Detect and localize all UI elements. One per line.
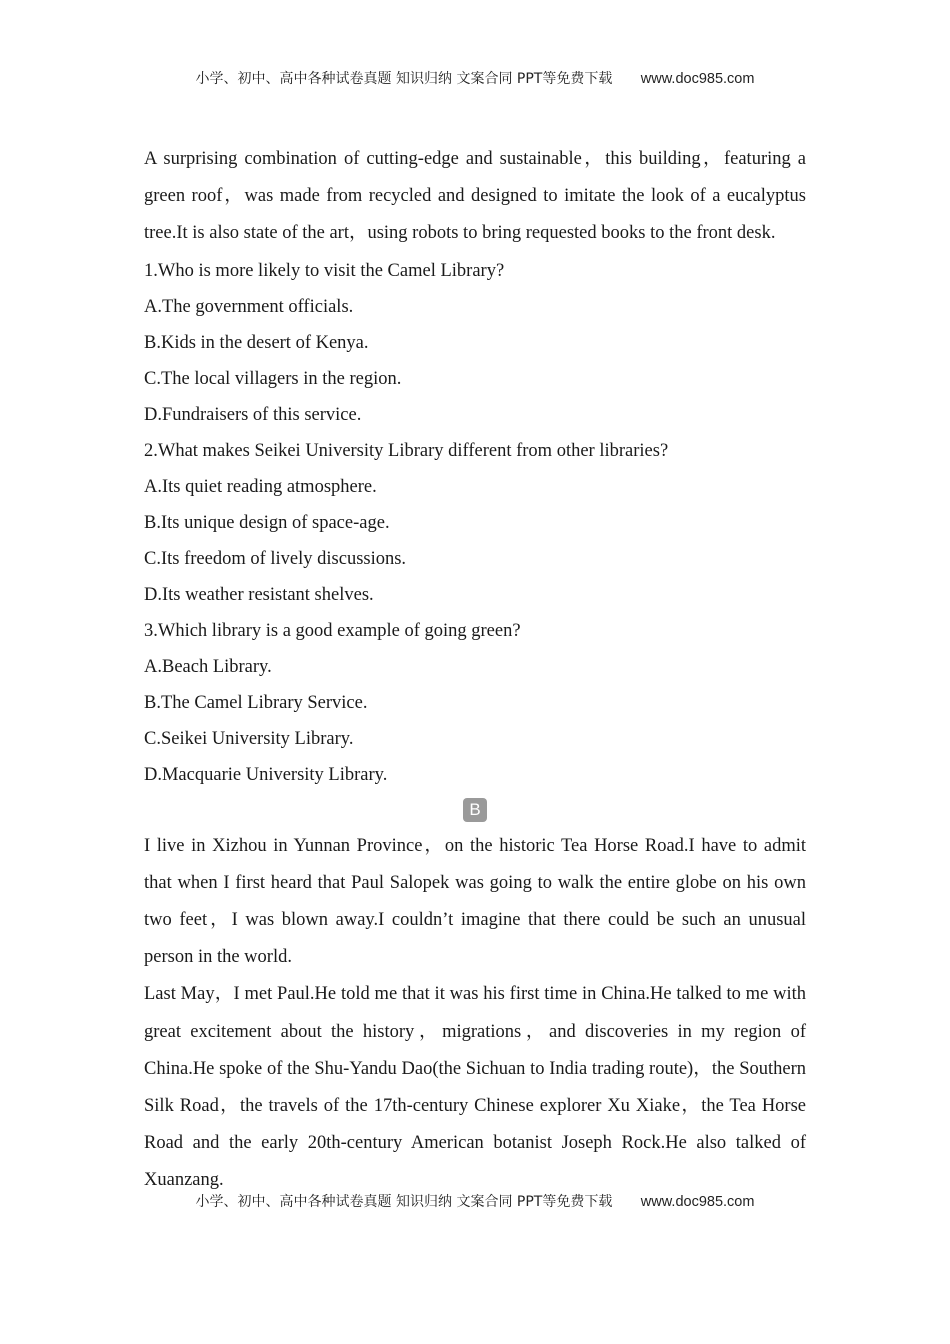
header-text: 小学、初中、高中各种试卷真题 知识归纳 文案合同 PPT等免费下载 [195,71,613,87]
question-3-option-c: C.Seikei University Library. [144,728,354,749]
question-1-option-a: A.The government officials. [144,296,354,317]
page-header [0,68,950,88]
section-b-heading [144,793,806,828]
question-3-option-a: A.Beach Library. [144,656,272,677]
section-b-paragraph-2: Last May，I met Paul.He told me that it was his first time in China.He talked to me with great excitement about the history，migrations，and discoveries in my region of China.He spoke of the Shu-Yandu Dao(the Sichuan to India trading route)，the Southern Silk Road，the travels of the 17th-century Chinese explorer Xu Xiake，the Tea Horse Road and the early 20th-century American botanist Joseph Rock.He also talked of Xuanzang. [144,984,806,1191]
header-url: www.doc985.com [640,71,755,87]
section-b-paragraph-1: I live in Xizhou in Yunnan Province，on the historic Tea Horse Road.I have to admit that when I first heard that Paul Salopek was going to walk the entire globe on his own two feet，I was blown away.I couldn’t imagine that there could be such an unusual person in the world. [144,835,806,968]
question-3-option-d: D.Macquarie University Library. [144,764,388,785]
question-2-option-b: B.Its unique design of space-age. [144,512,390,533]
question-2-text: 2.What makes Seikei University Library different from other libraries? [144,440,669,461]
question-1-text: 1.Who is more likely to visit the Camel Library? [144,260,505,281]
question-2-option-c: C.Its freedom of lively discussions. [144,548,407,569]
question-2-option-d: D.Its weather resistant shelves. [144,584,374,605]
question-1 [144,253,806,433]
question-2-option-a: A.Its quiet reading atmosphere. [144,476,377,497]
question-3 [144,613,806,793]
question-3-text: 3.Which library is a good example of going green? [144,620,521,641]
intro-paragraph: A surprising combination of cutting-edge and sustainable，this building，featuring a green roof，was made from recycled and designed to imitate the look of a eucalyptus tree.It is also state of the art，using robots to bring requested books to the front desk. [144,149,806,244]
question-1-option-c: C.The local villagers in the region. [144,368,402,389]
question-2 [144,433,806,613]
section-b-badge: B [463,798,487,822]
question-1-option-b: B.Kids in the desert of Kenya. [144,332,369,353]
question-3-option-b: B.The Camel Library Service. [144,692,368,713]
footer-text: 小学、初中、高中各种试卷真题 知识归纳 文案合同 PPT等免费下载 [195,1194,613,1210]
page-footer [0,1191,950,1211]
question-1-option-d: D.Fundraisers of this service. [144,404,362,425]
footer-url: www.doc985.com [640,1194,755,1210]
document-body [144,141,806,1200]
